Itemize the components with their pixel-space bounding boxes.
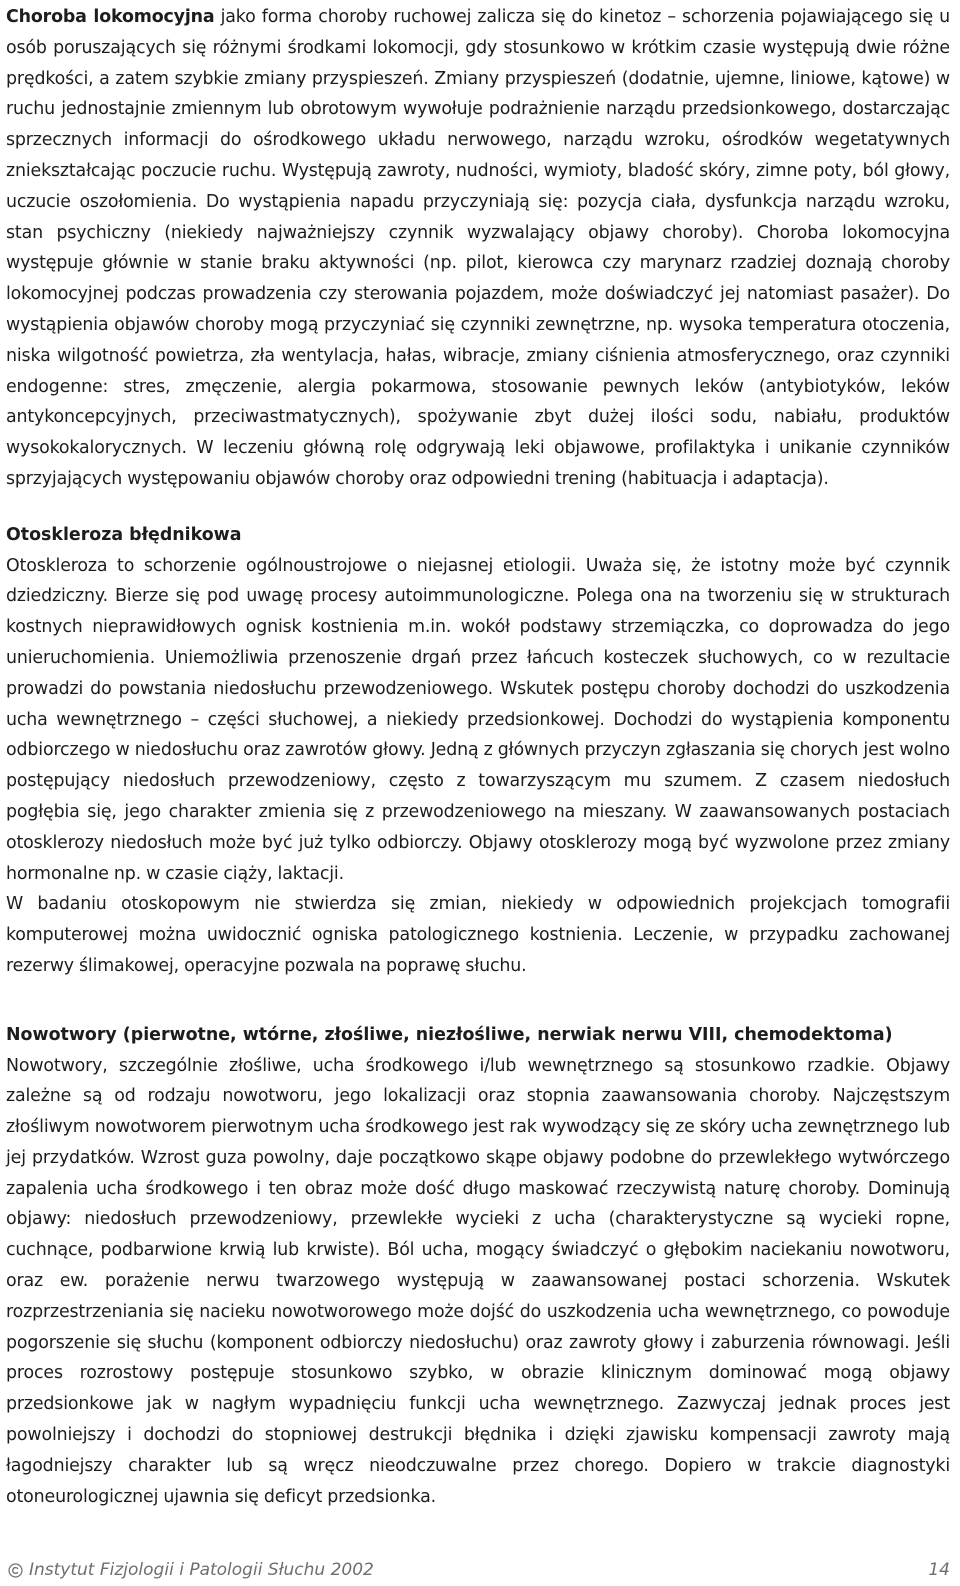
section-heading: Nowotwory (pierwotne, wtórne, złośliwe, niezłośliwe, nerwiak nerwu VIII, chemodektoma) xyxy=(6,1024,893,1045)
section-choroba-lokomocyjna xyxy=(6,2,950,495)
paragraph-choroba-lokomocyjna xyxy=(6,2,950,495)
paragraph-text: jako forma choroby ruchowej zalicza się do kinetoz – schorzenia pojawiającego się u osób poruszających się różnymi środkami lokomocji, gdy stosunkowo w krótkim czasie występują dwie różne prędkości, a zatem szybkie zmiany przyspieszeń. Zmiany przyspieszeń (dodatnie, ujemne, liniowe, kątowe) w ruchu jednostajnie zmiennym lub obrotowym wywołuje podrażnienie narządu przedsionkowego, dostarczając sprzecznych informacji do ośrodkowego układu nerwowego, narządu wzroku, ośrodków wegetatywnych zniekształcając poczucie ruchu. Występują zawroty, nudności, wymioty, bladość skóry, zimne poty, ból głowy, uczucie oszołomienia. Do wystąpienia napadu przyczyniają się: pozycja ciała, dysfunkcja narządu wzroku, stan psychiczny (niekiedy najważniejszy czynnik wyzwalający objawy choroby). Choroba lokomocyjna występuje głównie w stanie braku aktywności (np. pilot, kierowca czy marynarz rzadziej doznają choroby lokomocyjnej podczas prowadzenia czy sterowania pojazdem, może doświadczyć jej natomiast pasażer). Do wystąpienia objawów choroby mogą przyczyniać się czynniki zewnętrzne, np. wysoka temperatura otoczenia, niska wilgotność powietrza, zła wentylacja, hałas, wibracje, zmiany ciśnienia atmosferycznego, oraz czynniki endogenne: stres, zmęczenie, alergia pokarmowa, stosowanie pewnych leków (antybiotyków, leków antykoncepcyjnych, przeciwastmatycznych), spożywanie zbyt dużej ilości sodu, nabiału, produktów wysokokalorycznych. W leczeniu główną rolę odgrywają leki objawowe, profilaktyka i unikanie czynników sprzyjających występowaniu objawów choroby oraz odpowiedni trening (habituacja i adaptacja). xyxy=(6,7,950,489)
section-otoskleroza xyxy=(6,520,950,982)
lead-term: Choroba lokomocyjna xyxy=(6,7,215,27)
paragraph-nowotwory: Nowotwory, szczególnie złośliwe, ucha środkowego i/lub wewnętrznego są stosunkowo rzadkie. Objawy zależne są od rodzaju nowotworu, jego lokalizacji oraz stopnia zaawansowania choroby. Najczęstszym złośliwym nowotworem pierwotnym ucha środkowego jest rak wywodzący się ze skóry ucha zewnętrznego lub jej przydatków. Wzrost guza powolny, daje początkowo skąpe objawy podobne do przewlekłego wytwórczego zapalenia ucha środkowego i ten obraz może dość długo maskować rzeczywistą naturę choroby. Dominują objawy: niedosłuch przewodzeniowy, przewlekłe wycieki z ucha (charakterystyczne są wycieki ropne, cuchnące, podbarwione krwią lub krwiste). Ból ucha, mogący świadczyć o głębokim naciekaniu nowotworu, oraz ew. porażenie nerwu twarzowego występują w zaawansowanej postaci schorzenia. Wskutek rozprzestrzeniania się nacieku nowotworowego może dojść do uszkodzenia ucha wewnętrznego, co powoduje pogorszenie się słuchu (komponent odbiorczy niedosłuchu) oraz zawroty głowy i zaburzenia równowagi. Jeśli proces rozrostowy postępuje stosunkowo szybko, w obrazie klinicznym dominować mogą objawy przedsionkowe jak w nagłym wypadnięciu funkcji ucha wewnętrznego. Zazwyczaj jednak proces jest powolniejszy i dochodzi do stopniowej destrukcji błędnika i dzięki zjawisku kompensacji zawroty mają łagodniejszy charakter lub są wręcz nieodczuwalne przez chorego. Dopiero w trakcie diagnostyki otoneurologicznej ujawnia się deficyt przedsionka. xyxy=(6,1055,950,1507)
document-page xyxy=(6,2,950,1512)
page-footer xyxy=(6,1558,950,1582)
section-nowotwory xyxy=(6,1020,950,1513)
paragraph-otoskleroza-2: W badaniu otoskopowym nie stwierdza się zmian, niekiedy w odpowiednich projekcjach tomografii komputerowej można uwidocznić ogniska patologicznego kostnienia. Leczenie, w przypadku zachowanej rezerwy ślimakowej, operacyjne pozwala na poprawę słuchu. xyxy=(6,894,950,976)
copyright-icon xyxy=(8,1563,23,1578)
page-number: 14 xyxy=(928,1560,950,1580)
section-heading: Otoskleroza błędnikowa xyxy=(6,524,242,545)
footer-credit xyxy=(6,1558,374,1582)
paragraph-otoskleroza-1: Otoskleroza to schorzenie ogólnoustrojowe o niejasnej etiologii. Uważa się, że istotny może być czynnik dziedziczny. Bierze się pod uwagę procesy autoimmunologiczne. Polega ona na tworzeniu się w strukturach kostnych nieprawidłowych ognisk kostnienia m.in. wokół podstawy strzemiączka, co doprowadza do jego unieruchomienia. Uniemożliwia przenoszenie drgań przez łańcuch kosteczek słuchowych, co w rezultacie prowadzi do powstania niedosłuchu przewodzeniowego. Wskutek postępu choroby dochodzi do uszkodzenia ucha wewnętrznego – części słuchowej, a niekiedy przedsionkowej. Dochodzi do wystąpienia komponentu odbiorczego w niedosłuchu oraz zawrotów głowy. Jedną z głównych przyczyn zgłaszania się chorych jest wolno postępujący niedosłuch przewodzeniowy, często z towarzyszącym mu szumem. Z czasem niedosłuch pogłębia się, jego charakter zmienia się z przewodzeniowego na mieszany. W zaawansowanych postaciach otosklerozy niedosłuch może być już tylko odbiorczy. Objawy otosklerozy mogą być wyzwolone przez zmiany hormonalne np. w czasie ciąży, laktacji. xyxy=(6,555,950,884)
footer-text: Instytut Fizjologii i Patologii Słuchu 2002 xyxy=(29,1560,374,1580)
